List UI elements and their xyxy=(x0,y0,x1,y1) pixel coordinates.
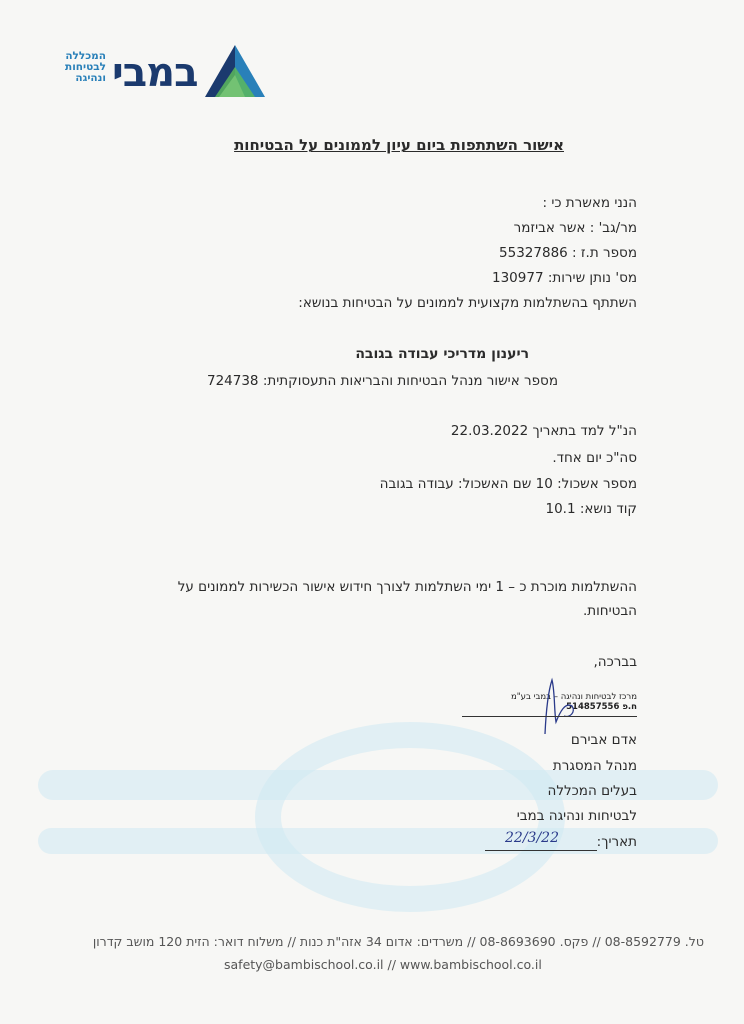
logo-subtitle: המכללה לבטיחות ונהיגה xyxy=(65,50,106,84)
logo-wordmark: במבי xyxy=(112,50,198,96)
footer-contact: טל. 08-8592779 // פקס. 08-8693690 // משרדים: אדום 34 אזה"ת כנות // משלוח דואר: הזית 120 מושב קדרון xyxy=(92,934,704,949)
greeting: בברכה, xyxy=(593,654,637,670)
course-title: ריענון מדריכי עבודה בגובה xyxy=(355,346,529,362)
topic-code: קוד נושא: 10.1 xyxy=(545,501,637,517)
participant-name: מר/גב' : אשר אביזמר xyxy=(513,220,637,236)
approval-number: מספר אישור מנהל הבטיחות והבריאות התעסוקתית: 724738 xyxy=(206,373,558,389)
signer-role-3: לבטיחות ונהיגה במבי xyxy=(516,808,637,824)
recognition-line-1: ההשתלמות מוכרת כ – 1 ימי השתלמות לצורך חידוש אישור הכשירות לממונים על xyxy=(177,579,637,595)
signer-role-2: בעלים המכללה xyxy=(547,783,637,799)
total-duration: סה"כ יום אחד. xyxy=(552,450,637,466)
signer-name: אדם אבירם xyxy=(570,732,637,748)
bambi-logo xyxy=(60,45,265,100)
study-date: הנ"ל למד בתאריך 22.03.2022 xyxy=(450,423,637,439)
signer-role-1: מנהל המסגרת xyxy=(552,758,637,774)
date-label: תאריך: xyxy=(596,834,637,850)
date-line xyxy=(485,850,597,851)
footer-web: safety@bambischool.co.il // www.bambischool.co.il xyxy=(224,957,542,972)
service-number: מס' נותן שירות: 130977 xyxy=(492,270,637,286)
logo-mark-icon xyxy=(205,45,265,100)
page-title: אישור השתתפות ביום עיון לממונים על הבטיחות xyxy=(234,136,564,154)
company-stamp: מרכז לבטיחות ונהיגה – במבי בע"מ ח.פ 514857556 xyxy=(510,692,637,712)
certify-line: הנני מאשרת כי : xyxy=(542,195,637,211)
signature-line xyxy=(462,716,637,717)
participation-statement: השתתף בהשתלמות מקצועית לממונים על הבטיחות בנושא: xyxy=(298,295,637,311)
recognition-line-2: הבטיחות. xyxy=(582,603,637,619)
participant-id: מספר ת.ז : 55327886 xyxy=(499,245,637,261)
signed-date: 22/3/22 xyxy=(505,830,559,846)
cluster-info: מספר אשכול: 10 שם האשכול: עבודה בגובה xyxy=(379,476,637,492)
